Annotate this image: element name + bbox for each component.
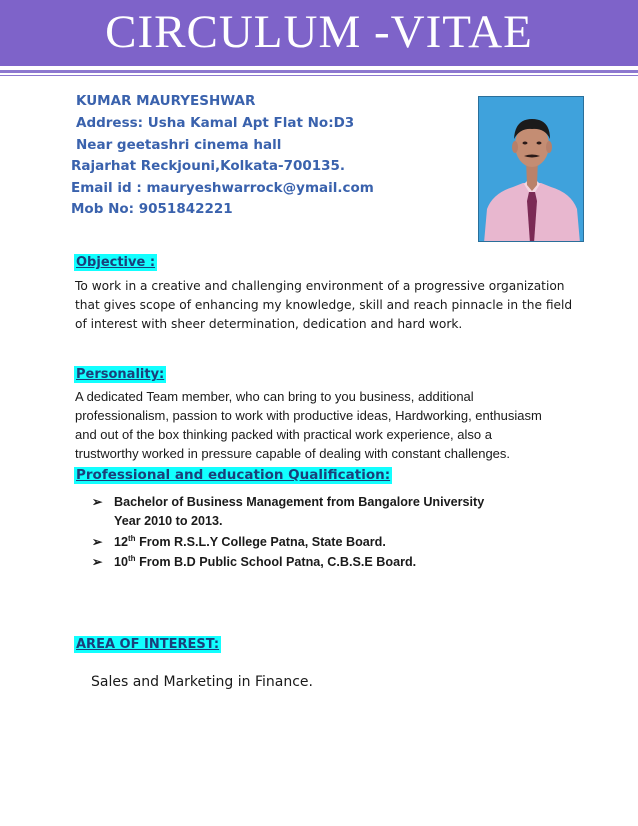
- objective-text: [75, 277, 575, 334]
- contact-email: Email id : mauryeshwarrock@ymail.com: [71, 180, 374, 196]
- personality-line: professionalism, passion to work with productive ideas, Hardworking, enthusiasm: [75, 408, 542, 423]
- title-banner: [0, 0, 638, 66]
- page-title: CIRCULUM -VITAE: [105, 6, 533, 58]
- personality-heading: Personality:: [76, 367, 165, 382]
- qualification-heading: Professional and education Qualification:: [76, 467, 391, 483]
- qualification-school: From R.S.L.Y College Patna, State Board.: [135, 535, 386, 550]
- arrow-bullet-icon: ➢: [92, 495, 103, 509]
- contact-address-line3: Rajarhat Reckjouni,Kolkata-700135.: [71, 158, 346, 174]
- personality-line: trustworthy worked in pressure capable of dealing with constant challenges.: [75, 446, 511, 461]
- divider: [0, 75, 638, 76]
- personality-line: A dedicated Team member, who can bring to you business, additional: [75, 389, 474, 404]
- interest-text: Sales and Marketing in Finance.: [91, 674, 313, 690]
- qualification-item: [92, 554, 416, 569]
- profile-photo: [478, 96, 584, 242]
- contact-name: KUMAR MAURYESHWAR: [76, 93, 256, 109]
- qualification-degree: Bachelor of Business Management from Bangalore University: [114, 495, 485, 509]
- qualification-school: From B.D Public School Patna, C.B.S.E Board.: [135, 555, 417, 570]
- ordinal-suffix: th: [128, 554, 136, 563]
- objective-line: To work in a creative and challenging environment of a progressive organization: [75, 279, 565, 293]
- objective-line: that gives scope of enhancing my knowledge, skill and reach pinnacle in the field: [75, 298, 573, 312]
- personality-text: [75, 387, 575, 463]
- objective-heading: Objective :: [76, 255, 156, 270]
- qualification-item: [92, 534, 386, 549]
- ordinal-suffix: th: [128, 534, 136, 543]
- qualification-year: Year 2010 to 2013.: [114, 514, 223, 528]
- qualification-grade: 10: [114, 555, 129, 570]
- divider: [0, 70, 638, 73]
- personality-line: and out of the box thinking packed with practical work experience, also a: [75, 427, 492, 442]
- interest-heading: AREA OF INTEREST:: [76, 637, 220, 652]
- contact-mobile: Mob No: 9051842221: [71, 201, 233, 217]
- arrow-bullet-icon: ➢: [92, 555, 103, 570]
- arrow-bullet-icon: ➢: [92, 535, 103, 550]
- objective-line: of interest with sheer determination, dedication and hard work.: [75, 317, 463, 331]
- contact-address-line2: Near geetashri cinema hall: [76, 137, 282, 153]
- contact-address-line1: Address: Usha Kamal Apt Flat No:D3: [76, 115, 355, 131]
- qualification-grade: 12: [114, 535, 129, 550]
- qualification-item: [92, 494, 484, 509]
